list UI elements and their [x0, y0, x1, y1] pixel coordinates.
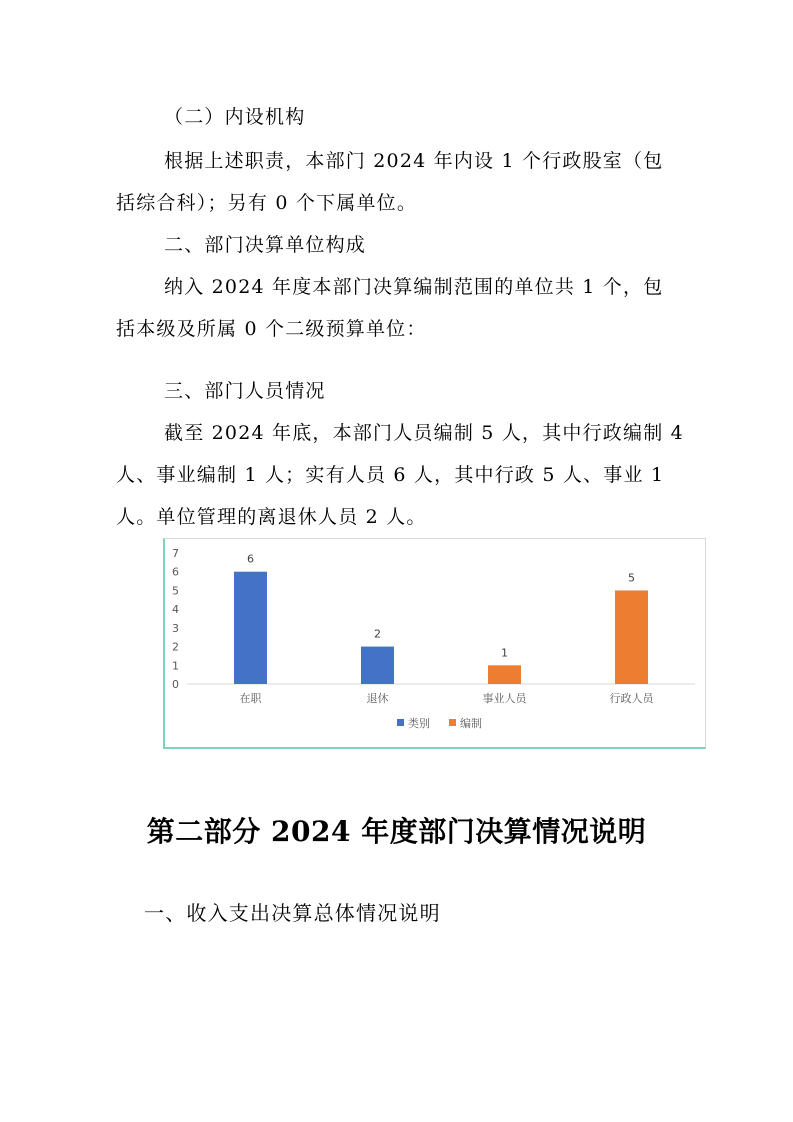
- internal-structure-line-1: 根据上述职责，本部门 2024 年内设 1 个行政股室（包: [164, 150, 664, 172]
- bar-类别: [234, 572, 267, 684]
- unit-composition-line-2: 括本级及所属 0 个二级预算单位：: [116, 318, 427, 340]
- data-label: 6: [247, 552, 254, 566]
- unit-composition-heading: 二、部门决算单位构成: [164, 234, 367, 256]
- bar-编制: [488, 665, 521, 684]
- y-tick-label: 2: [172, 640, 179, 654]
- personnel-heading: 三、部门人员情况: [164, 380, 326, 402]
- legend-swatch: [397, 719, 404, 726]
- y-tick-label: 3: [172, 621, 179, 635]
- data-label: 5: [628, 571, 635, 585]
- data-label: 2: [374, 627, 381, 641]
- income-expense-heading: 一、收入支出决算总体情况说明: [144, 901, 441, 925]
- y-tick-label: 0: [172, 678, 179, 691]
- category-label: 在职: [239, 692, 262, 705]
- unit-composition-line-1: 纳入 2024 年度本部门决算编制范围的单位共 1 个，包: [164, 276, 664, 298]
- y-tick-label: 6: [172, 565, 179, 579]
- personnel-chart: [163, 538, 706, 749]
- internal-structure-heading: （二）内设机构: [164, 106, 306, 128]
- bar-编制: [615, 590, 648, 684]
- y-tick-label: 1: [172, 659, 179, 673]
- category-label: 退休: [366, 692, 389, 705]
- data-label: 1: [501, 646, 508, 660]
- personnel-line-1: 截至 2024 年底，本部门人员编制 5 人，其中行政编制 4: [164, 422, 684, 444]
- part-two-title: 第二部分 2024 年度部门决算情况说明: [146, 815, 647, 848]
- category-label: 事业人员: [482, 692, 527, 705]
- legend-label: 类别: [408, 717, 430, 730]
- y-tick-label: 4: [172, 603, 179, 617]
- y-tick-label: 7: [172, 547, 179, 560]
- legend-swatch: [449, 719, 456, 726]
- legend-label: 编制: [460, 717, 482, 730]
- internal-structure-line-2: 括综合科）；另有 0 个下属单位。: [116, 192, 418, 214]
- bar-类别: [361, 647, 394, 684]
- personnel-line-3: 人。单位管理的离退休人员 2 人。: [116, 506, 427, 528]
- personnel-line-2: 人、事业编制 1 人；实有人员 6 人，其中行政 5 人、事业 1: [116, 464, 665, 486]
- personnel-bar-chart: [165, 539, 705, 747]
- y-tick-label: 5: [172, 584, 179, 598]
- category-label: 行政人员: [609, 692, 654, 705]
